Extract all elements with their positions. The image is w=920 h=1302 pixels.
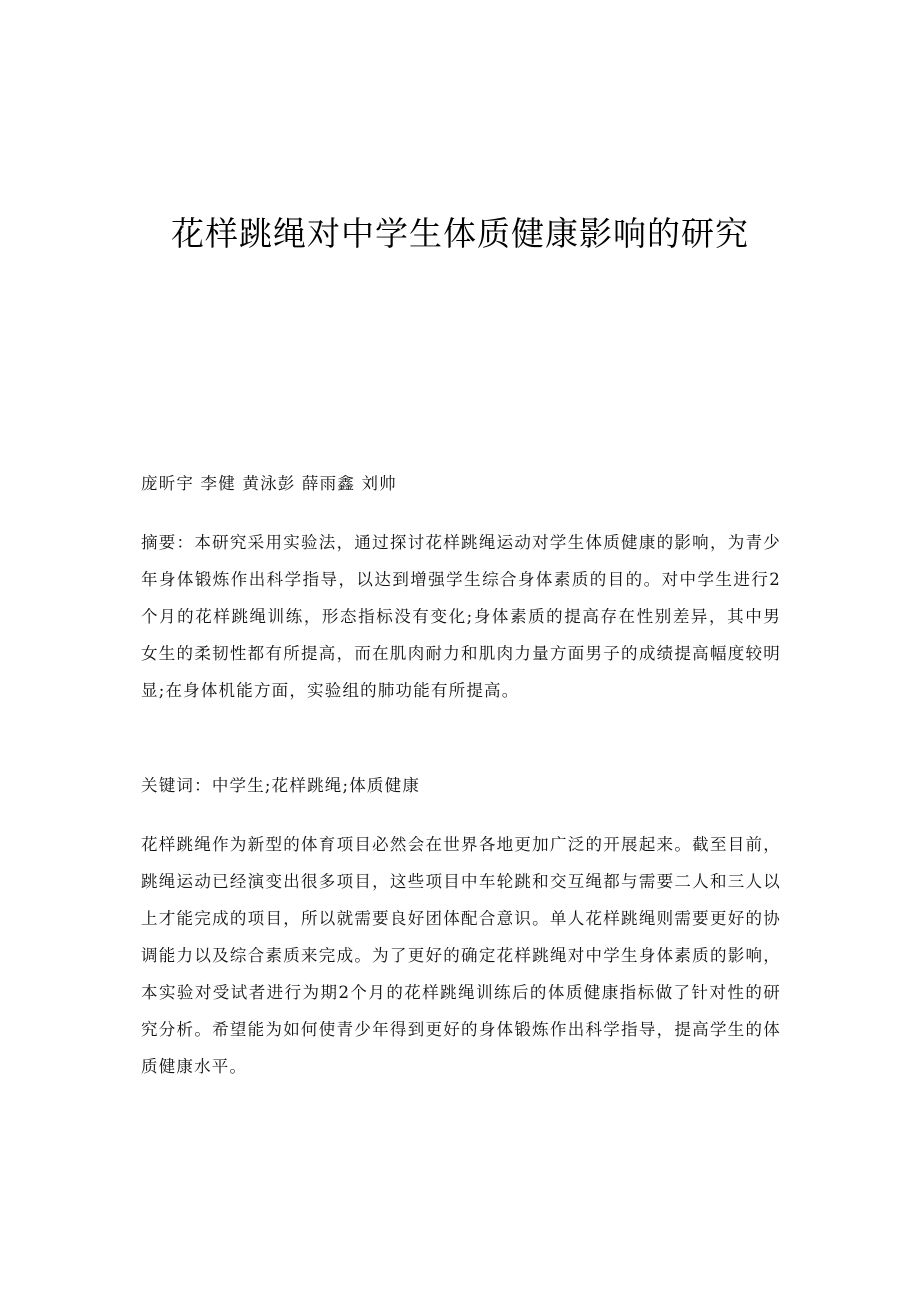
keywords: [141, 774, 781, 798]
keywords-label: 关键词：: [141, 776, 212, 795]
abstract: [141, 524, 781, 709]
abstract-label: 摘要：: [141, 533, 195, 552]
keywords-text: 中学生;花样跳绳;体质健康: [211, 776, 421, 795]
author-list: 庞昕宇 李健 黄泳彭 薛雨鑫 刘帅: [141, 474, 397, 493]
paper-title: 花样跳绳对中学生体质健康影响的研究: [171, 214, 749, 253]
abstract-text: 本研究采用实验法，通过探讨花样跳绳运动对学生体质健康的影响，为青少年身体锻炼作出科学指导，以达到增强学生综合身体素质的目的。对中学生进行2个月的花样跳绳训练，形态指标没有变化;身体素质的提高存在性别差异，其中男女生的柔韧性都有所提高，而在肌肉耐力和肌肉力量方面男子的成绩提高幅度较明显;在身体机能方面，实验组的肺功能有所提高。: [141, 533, 781, 700]
intro-paragraph: 花样跳绳作为新型的体育项目必然会在世界各地更加广泛的开展起来。截至目前，跳绳运动已经演变出很多项目，这些项目中车轮跳和交互绳都与需要二人和三人以上才能完成的项目，所以就需要良好团体配合意识。单人花样跳绳则需要更好的协调能力以及综合素质来完成。为了更好的确定花样跳绳对中学生身体素质的影响，本实验对受试者进行为期2个月的花样跳绳训练后的体质健康指标做了针对性的研究分析。希望能为如何使青少年得到更好的身体锻炼作出科学指导，提高学生的体质健康水平。: [141, 835, 781, 1076]
